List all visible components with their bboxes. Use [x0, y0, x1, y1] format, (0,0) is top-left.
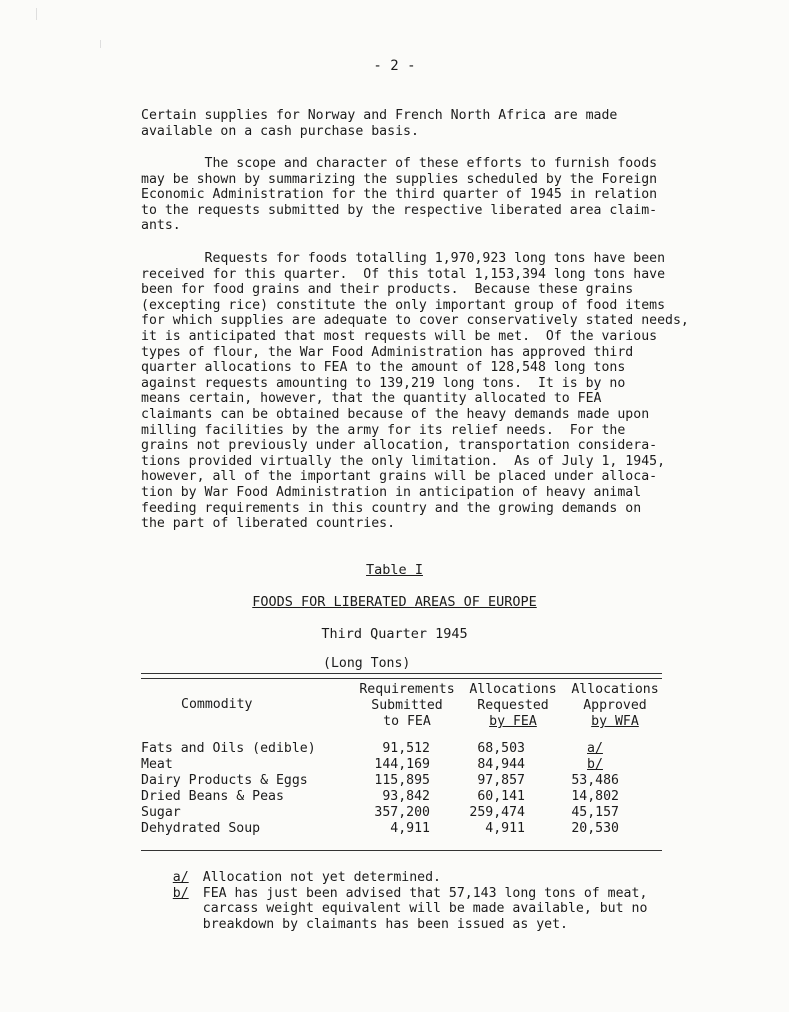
header-approved-1: Allocations	[571, 682, 659, 697]
table-unit: (Long Tons)	[323, 656, 411, 671]
table-cell-requested: 84,944	[477, 757, 525, 772]
header-approved-3: by WFA	[591, 714, 639, 729]
table-cell-commodity: Meat	[141, 757, 173, 772]
paragraph-3: Requests for foods totalling 1,970,923 long tons have been received for this quarter. Of this total 1,153,394 long tons have been for food grains and their products. Because these grains (excepting rice) constitute the only important group of food items for which supplies are adequate to cover conservatively stated needs, it is anticipated that most requests will be met. Of the various types of flour, the War Food Administration has approved third quarter allocations to FEA to the amount of 128,548 long tons against requests amounting to 139,219 long tons. It is by no means certain, however, that the quantity allocated to FEA claimants can be obtained because of the heavy demands made upon milling facilities by the army for its relief needs. For the grains not previously under allocation, transportation considera- tions provided virtually the only limitation. As of July 1, 1945, however, all of the important grains will be placed under alloca- tion by War Food Administration in anticipation of heavy animal feeding requirements in this country and the growing demands on the part of liberated countries.	[141, 251, 689, 532]
table-cell-submitted: 357,200	[374, 805, 430, 820]
header-requested-2: Requested	[477, 698, 549, 713]
table-period: Third Quarter 1945	[321, 626, 468, 642]
table-cell-submitted: 93,842	[382, 789, 430, 804]
header-approved-2: Approved	[583, 698, 647, 713]
table-cell-submitted: 91,512	[382, 741, 430, 756]
table-cell-approved: 45,157	[571, 805, 619, 820]
table-cell-submitted: 144,169	[374, 757, 430, 772]
table-cell-commodity: Fats and Oils (edible)	[141, 741, 316, 756]
table-cell-approved: 53,486	[571, 773, 619, 788]
footnote-text: Allocation not yet determined.	[202, 869, 441, 885]
table-cell-approved: 14,802	[571, 789, 619, 804]
header-requested-3: by FEA	[489, 714, 537, 729]
footnote-mark: b/	[172, 885, 189, 901]
scan-mark	[36, 8, 37, 20]
table-cell-requested: 259,474	[469, 805, 525, 820]
table-top-rule	[141, 673, 662, 674]
table-cell-approved: 20,530	[571, 821, 619, 836]
table-title: FOODS FOR LIBERATED AREAS OF EUROPE	[252, 594, 537, 610]
header-submitted-2: Submitted	[371, 698, 443, 713]
table-cell-requested: 60,141	[477, 789, 525, 804]
table-top-rule-2	[141, 678, 662, 679]
table-cell-commodity: Dairy Products & Eggs	[141, 773, 308, 788]
header-submitted-1: Requirements	[359, 682, 455, 697]
table-cell-submitted: 4,911	[390, 821, 430, 836]
table-cell-approved: b/	[587, 757, 603, 772]
paragraph-1: Certain supplies for Norway and French North Africa are made available on a cash purchase basis.	[141, 108, 618, 139]
page-number: - 2 -	[373, 58, 416, 74]
table-cell-approved: a/	[587, 741, 603, 756]
table-cell-commodity: Dried Beans & Peas	[141, 789, 284, 804]
table-cell-commodity: Sugar	[141, 805, 181, 820]
footnote-mark: a/	[172, 869, 189, 885]
table-cell-commodity: Dehydrated Soup	[141, 821, 261, 836]
paragraph-2: The scope and character of these efforts to furnish foods may be shown by summarizing the supplies scheduled by the Foreign Economic Administration for the third quarter of 1945 in relation to the requests submitted by the respective liberated area claim- ants.	[141, 156, 658, 234]
footnote-b	[141, 870, 647, 948]
header-commodity: Commodity	[181, 697, 253, 712]
table-cell-submitted: 115,895	[374, 773, 430, 788]
header-submitted-3: to FEA	[383, 714, 431, 729]
table-cell-requested: 4,911	[485, 821, 525, 836]
footnote-text: FEA has just been advised that 57,143 long tons of meat, carcass weight equivalent will be made available, but no breakdown by claimants has been issued as yet.	[202, 885, 648, 932]
table-label: Table I	[366, 562, 423, 578]
table-cell-requested: 68,503	[477, 741, 525, 756]
table-cell-requested: 97,857	[477, 773, 525, 788]
header-requested-1: Allocations	[469, 682, 557, 697]
table-bottom-rule	[141, 850, 662, 851]
scan-mark	[100, 40, 101, 48]
